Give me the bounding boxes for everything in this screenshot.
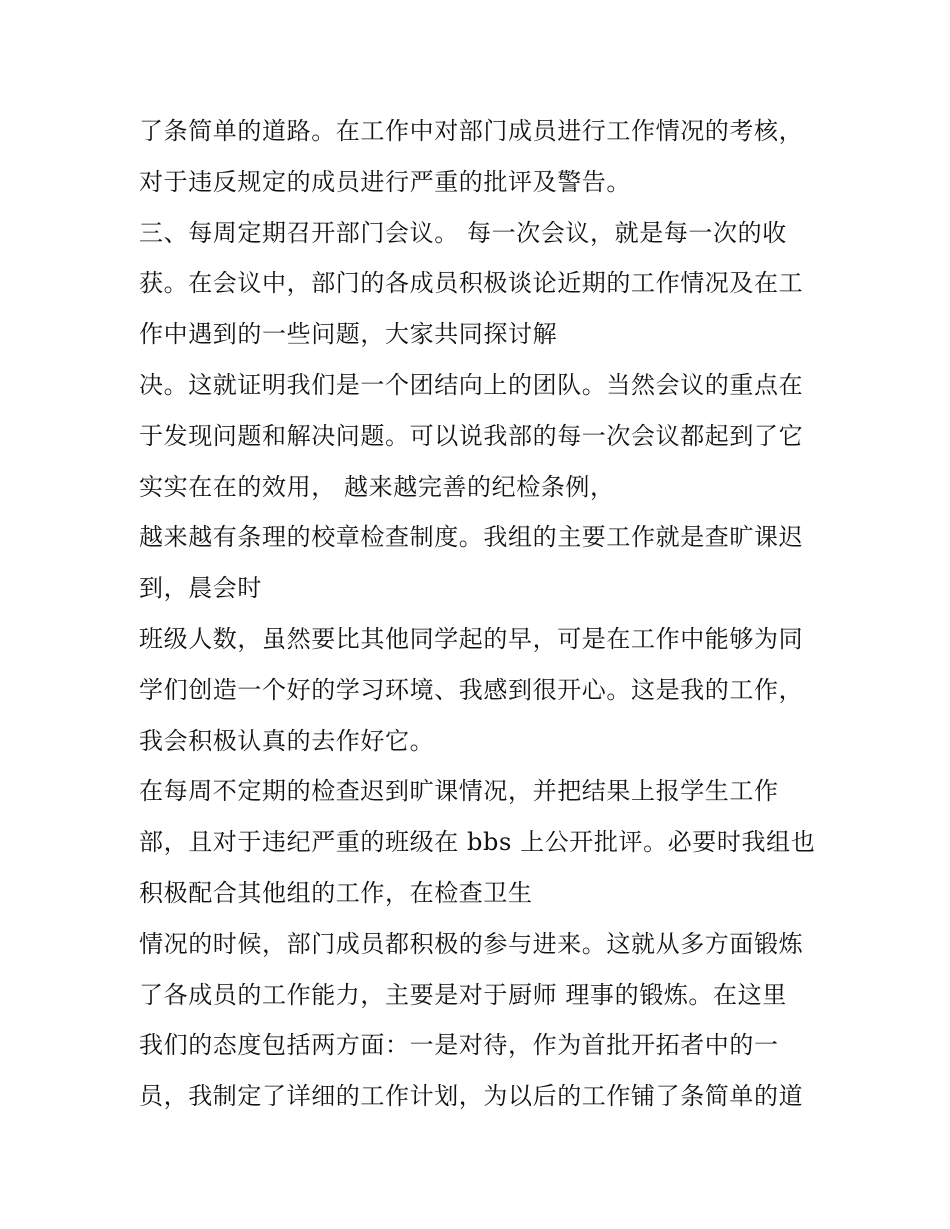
text-line: 积极配合其他组的工作，在检查卫生 <box>139 878 533 907</box>
text-line: 员，我制定了详细的工作计划，为以后的工作铺了条简单的道 <box>139 1082 804 1111</box>
text-line: 学们创造一个好的学习环境、我感到很开心。这是我的工作， <box>139 675 804 704</box>
text-line: 班级人数，虽然要比其他同学起的早，可是在工作中能够为同 <box>139 624 804 653</box>
text-line: 了条简单的道路。在工作中对部门成员进行工作情况的考核， <box>139 117 804 145</box>
text-line: 三、每周定期召开部门会议。 每一次会议，就是每一次的收 <box>139 218 787 247</box>
text-line: 到，晨会时 <box>139 574 262 603</box>
text-line: 我们的态度包括两方面：一是对待，作为首批开拓者中的一 <box>139 1031 779 1060</box>
text-line: 情况的时候，部门成员都积极的参与进来。这就从多方面锻炼 <box>139 929 804 958</box>
text-line: 越来越有条理的校章检查制度。我组的主要工作就是查旷课迟 <box>139 523 804 552</box>
body-text <box>139 106 829 1122</box>
text-line: 决。这就证明我们是一个团结向上的团队。当然会议的重点在 <box>139 370 804 399</box>
text-line: 在每周不定期的检查迟到旷课情况，并把结果上报学生工作 <box>139 777 779 806</box>
text-line: 对于违反规定的成员进行严重的批评及警告。 <box>139 167 631 196</box>
text-line: 我会积极认真的去作好它。 <box>139 726 435 755</box>
text-line: 于发现问题和解决问题。可以说我部的每一次会议都起到了它 <box>139 421 804 450</box>
text-line: 实实在在的效用， 越来越完善的纪检条例， <box>139 472 615 501</box>
text-line: 获。在会议中，部门的各成员积极谈论近期的工作情况及在工 <box>139 269 804 298</box>
text-line: 了各成员的工作能力，主要是对于厨师 理事的锻炼。在这里 <box>139 980 787 1009</box>
text-line: 作中遇到的一些问题，大家共同探讨解 <box>139 320 558 349</box>
text-line: 部，且对于违纪严重的班级在 bbs 上公开批评。必要时我组也 <box>139 828 816 857</box>
